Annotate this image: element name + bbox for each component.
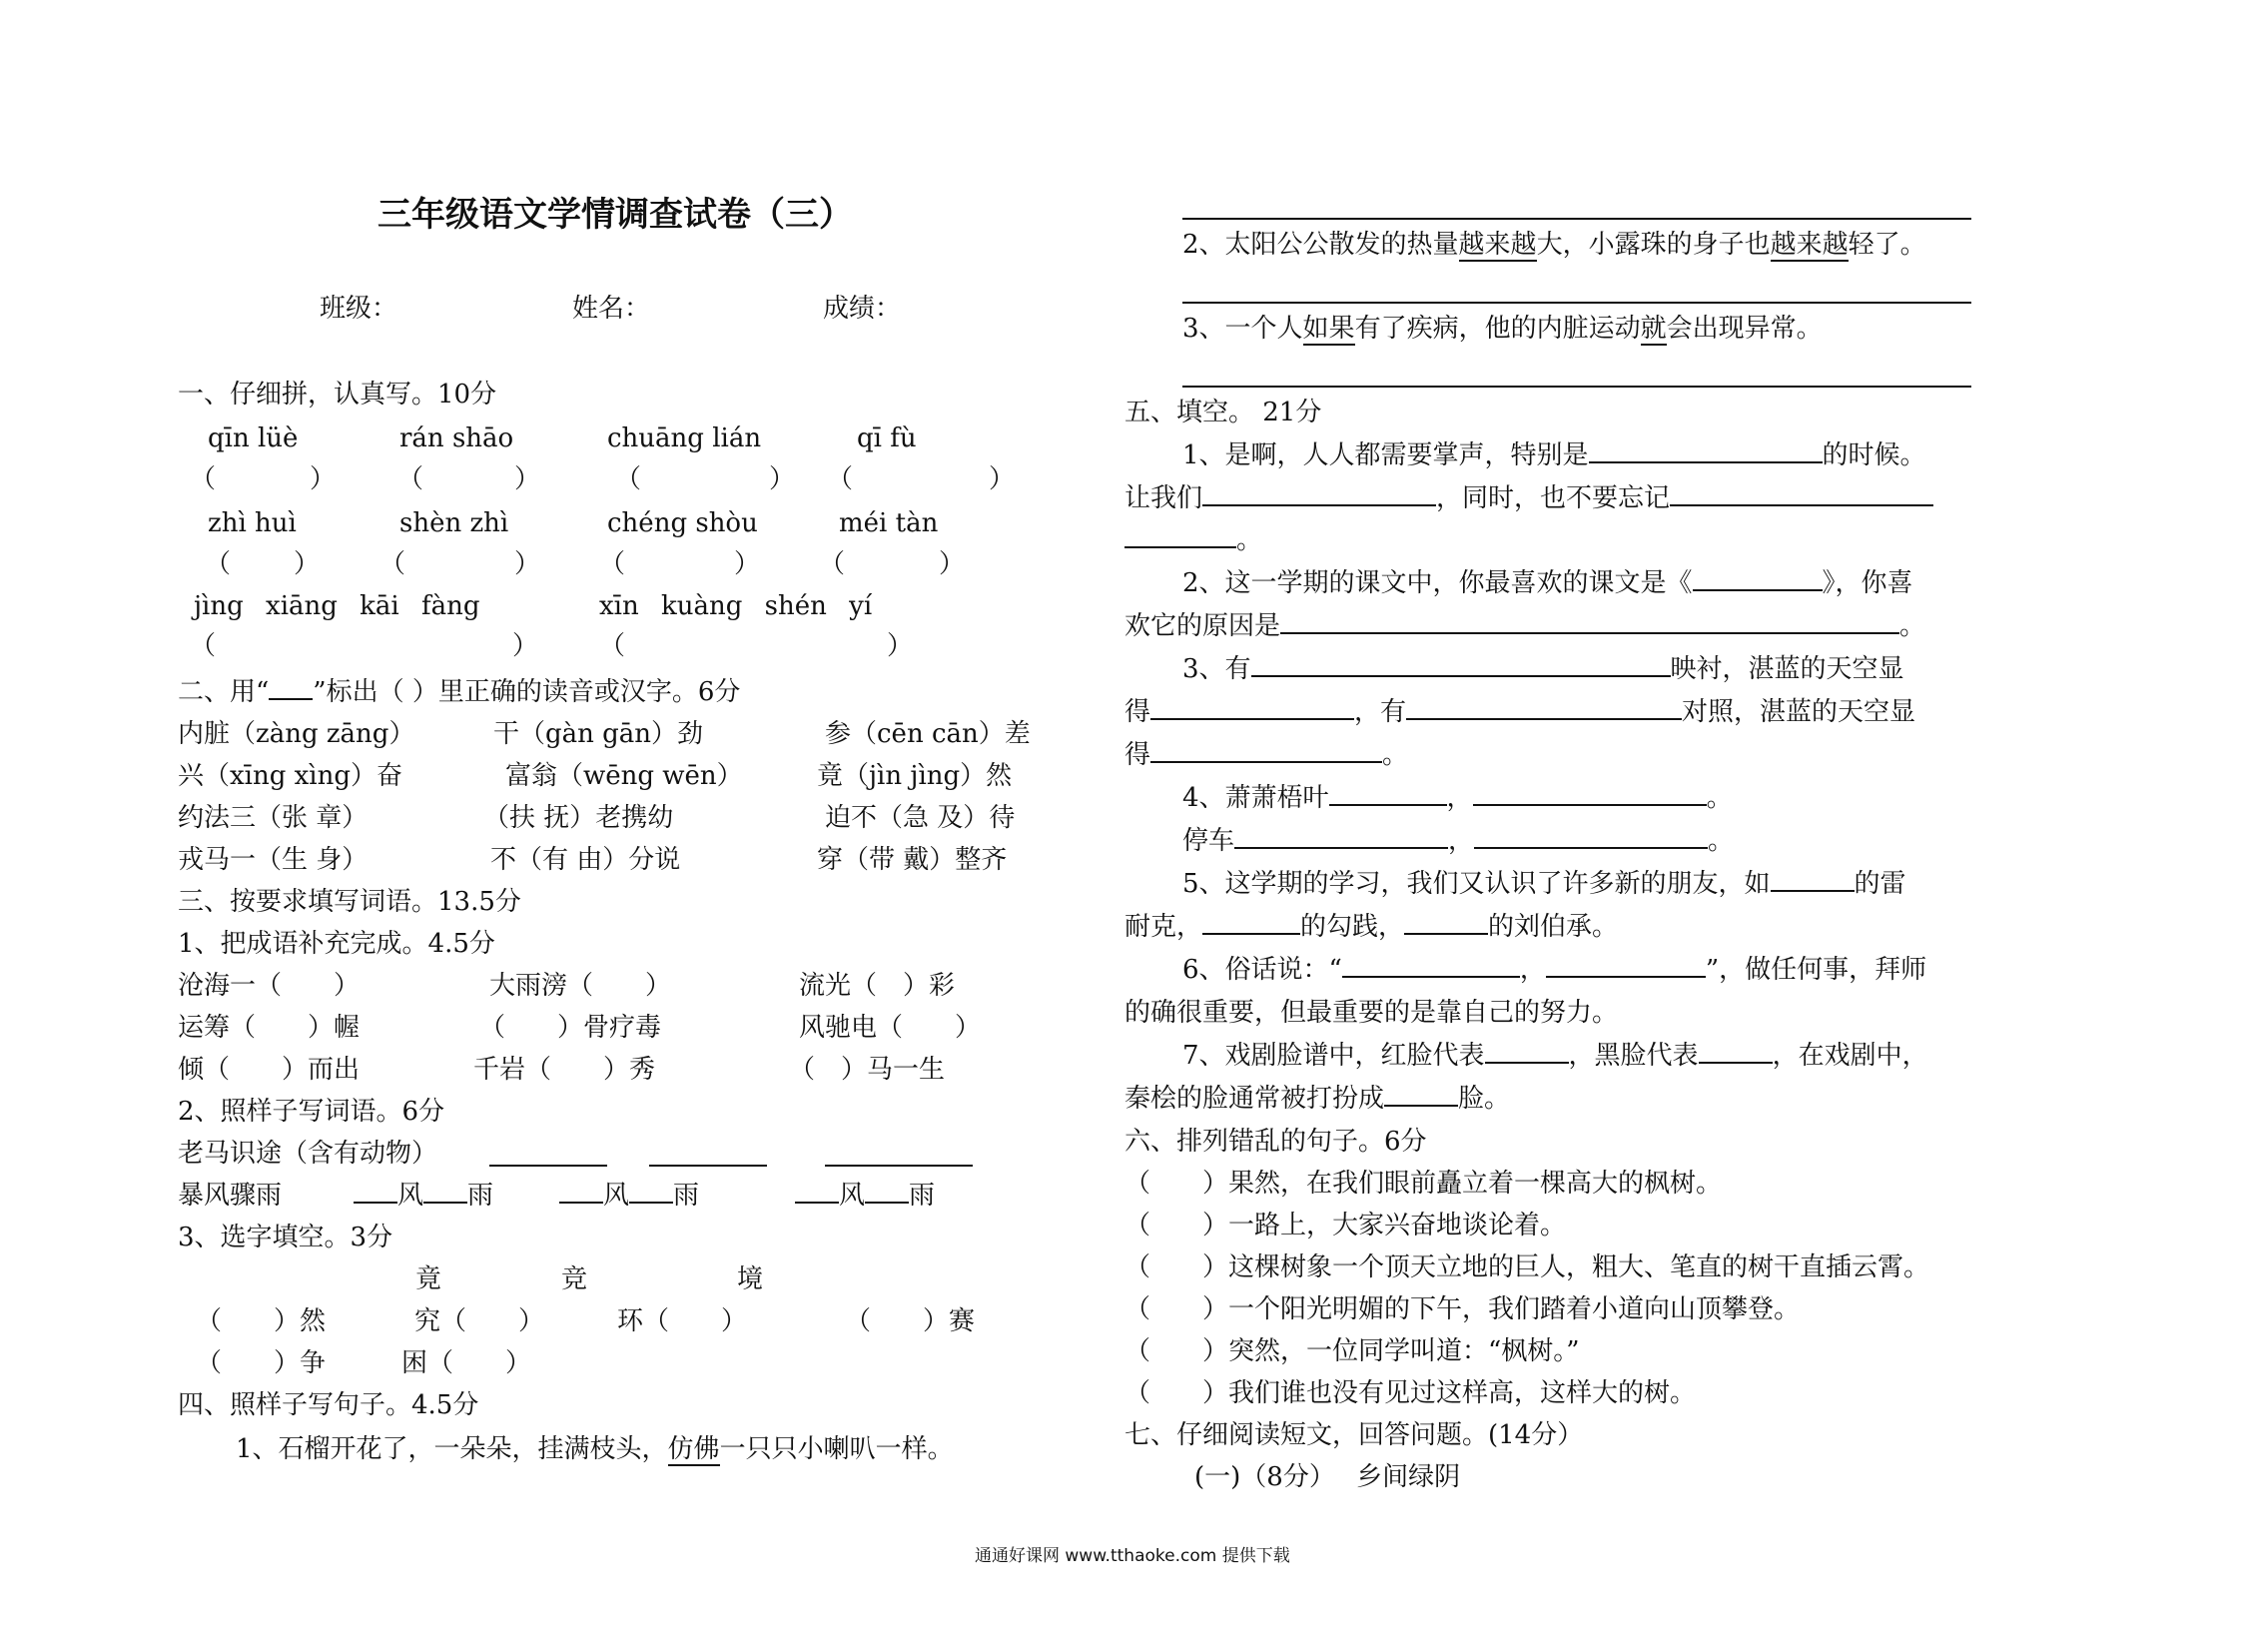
answer-paren: ） xyxy=(734,549,761,579)
idiom-item: 沧海一（ ） xyxy=(178,971,361,1001)
answer-paren: （ xyxy=(379,549,406,579)
pinyin: zhì huì xyxy=(208,508,297,538)
fill-question: 2、这一学期的课文中，你最喜欢的课文是《 》，你喜 xyxy=(1182,568,1913,598)
fill-item: （ ）然 xyxy=(196,1306,327,1336)
answer-paren: （ xyxy=(599,631,626,661)
answer-line xyxy=(489,1165,607,1167)
sentence-sample: 2、太阳公公散发的热量越来越大，小露珠的身子也越来越轻了。 xyxy=(1182,230,1926,260)
idiom-item: 运筹（ ）幄 xyxy=(178,1013,361,1043)
answer-paren: （ xyxy=(615,464,642,494)
sentence-sample: 3、一个人如果有了疾病，他的内脏运动就会出现异常。 xyxy=(1182,314,1823,344)
idiom-item: 流光（ ）彩 xyxy=(799,971,956,1001)
idiom-item: 风驰电（ ） xyxy=(799,1013,982,1043)
section-3-heading: 三、按要求填写词语。13.5分 xyxy=(178,887,521,917)
answer-line xyxy=(825,1165,973,1167)
choice-item: （扶 抚）老携幼 xyxy=(483,803,674,833)
fill-word: 风 雨 xyxy=(354,1183,493,1209)
pinyin: chuāng lián xyxy=(607,423,762,453)
reading-subtitle: (一)（8分） 乡间绿阴 xyxy=(1194,1462,1461,1492)
choice-item: 竟（jìn jìng）然 xyxy=(817,761,1013,791)
fill-question: 停车 ， 。 xyxy=(1182,826,1735,856)
answer-paren: ） xyxy=(887,631,914,661)
fill-item: （ ）赛 xyxy=(845,1306,976,1336)
choice-char: 境 xyxy=(737,1264,764,1294)
answer-line xyxy=(649,1165,767,1167)
list-item: （ ）我们谁也没有见过这样高，这样大的树。 xyxy=(1124,1378,1697,1408)
fill-question: 欢它的原因是 。 xyxy=(1124,611,1926,641)
answer-paren: （ xyxy=(599,549,626,579)
pinyin: shèn zhì xyxy=(399,508,509,538)
fill-question: 7、戏剧脸谱中，红脸代表 ，黑脸代表 ，在戏剧中， xyxy=(1182,1041,1928,1071)
list-item: （ ）一路上，大家兴奋地谈论着。 xyxy=(1124,1211,1567,1240)
idiom-item: （ ）马一生 xyxy=(789,1055,946,1085)
pinyin: jìng xiāng kāi fàng xyxy=(194,591,480,621)
list-item: （ ）果然，在我们眼前矗立着一棵高大的枫树。 xyxy=(1124,1169,1723,1199)
answer-paren: ） xyxy=(514,464,541,494)
choice-item: 约法三（张 章） xyxy=(178,803,369,833)
answer-paren: ） xyxy=(769,464,796,494)
fill-question: 秦桧的脸通常被打扮成 脸。 xyxy=(1124,1084,1511,1114)
list-item: （ ）一个阳光明媚的下午，我们踏着小道向山顶攀登。 xyxy=(1124,1294,1801,1324)
answer-paren: （ xyxy=(190,631,217,661)
choice-item: 内脏（zàng zāng） xyxy=(178,719,415,749)
choice-char: 竟 xyxy=(415,1264,442,1294)
sample-word: 老马识途（含有动物） xyxy=(178,1139,438,1169)
list-item: （ ）突然，一位同学叫道：“枫树。” xyxy=(1124,1336,1580,1366)
idiom-item: 倾（ ）而出 xyxy=(178,1055,361,1085)
answer-line xyxy=(1182,302,1971,304)
answer-paren: （ xyxy=(397,464,424,494)
pinyin: chéng shòu xyxy=(607,508,758,538)
answer-paren: ） xyxy=(989,464,1016,494)
fill-question: 1、是啊，人人都需要掌声，特别是 的时候。 xyxy=(1182,440,1926,470)
choice-item: 干（gàn gān）劲 xyxy=(493,719,704,749)
list-item: （ ）这棵树象一个顶天立地的巨人，粗大、笔直的树干直插云霄。 xyxy=(1124,1252,1930,1282)
answer-paren: （ xyxy=(819,549,846,579)
section-1-heading: 一、仔细拼，认真写。10分 xyxy=(178,380,497,410)
pinyin: méi tàn xyxy=(839,508,939,538)
fill-question: 的确很重要，但最重要的是靠自己的努力。 xyxy=(1124,998,1619,1028)
idiom-item: 千岩（ ）秀 xyxy=(473,1055,656,1085)
section-5-heading: 五、填空。 21分 xyxy=(1124,398,1322,427)
pinyin: qī fù xyxy=(857,423,917,453)
pinyin: rán shāo xyxy=(399,423,514,453)
answer-paren: （ xyxy=(827,464,854,494)
fill-question: 得 ，有 对照，湛蓝的天空显 xyxy=(1124,697,1916,727)
fill-question: 得 。 xyxy=(1124,740,1409,770)
pinyin: xīn kuàng shén yí xyxy=(599,591,873,621)
answer-paren: ） xyxy=(294,549,321,579)
answer-paren: ） xyxy=(512,631,539,661)
fill-question: 。 xyxy=(1124,527,1262,553)
fill-question: 4、萧萧梧叶 ， 。 xyxy=(1182,783,1733,813)
section-2-heading: 二、用“ ”标出（ ）里正确的读音或汉字。6分 xyxy=(178,677,741,707)
fill-question: 6、俗话说：“ ， ”，做任何事，拜师 xyxy=(1182,955,1927,985)
fill-question: 让我们 ，同时，也不要忘记 xyxy=(1124,485,1933,511)
choice-item: 迫不（急 及）待 xyxy=(825,803,1016,833)
idiom-item: 大雨滂（ ） xyxy=(489,971,672,1001)
sample-word: 暴风骤雨 xyxy=(178,1181,283,1211)
pinyin: qīn lüè xyxy=(208,423,299,453)
fill-question: 耐克， 的勾践， 的刘伯承。 xyxy=(1124,912,1619,942)
section-4-heading: 四、照样子写句子。4.5分 xyxy=(178,1390,479,1420)
answer-paren: ） xyxy=(310,464,337,494)
choice-item: 兴（xīng xìng）奋 xyxy=(178,761,402,791)
choice-item: 穿（带 戴）整齐 xyxy=(817,845,1008,875)
choice-char: 竞 xyxy=(561,1264,588,1294)
fill-question: 5、这学期的学习，我们又认识了许多新的朋友，如 的雷 xyxy=(1182,869,1906,899)
page-title: 三年级语文学情调查试卷（三） xyxy=(377,195,853,235)
answer-paren: （ xyxy=(205,549,232,579)
choice-item: 不（有 由）分说 xyxy=(490,845,681,875)
choice-item: 戎马一（生 身） xyxy=(178,845,369,875)
choice-item: 富翁（wēng wēn） xyxy=(505,761,743,791)
fill-question: 3、有 映衬，湛蓝的天空显 xyxy=(1182,654,1904,684)
score-field-label: 成绩： xyxy=(823,294,902,324)
choice-item: 参（cēn cān）差 xyxy=(825,719,1031,749)
sub-heading: 3、选字填空。3分 xyxy=(178,1223,393,1252)
fill-word: 风 雨 xyxy=(559,1183,699,1209)
underline-sample xyxy=(269,697,313,700)
section-6-heading: 六、排列错乱的句子。6分 xyxy=(1124,1127,1427,1157)
answer-line xyxy=(1182,218,1971,220)
section-7-heading: 七、仔细阅读短文，回答问题。(14分） xyxy=(1124,1420,1584,1450)
answer-paren: （ xyxy=(190,464,217,494)
footer-text: 通通好课网 www.tthaoke.com 提供下载 xyxy=(975,1546,1290,1566)
class-field-label: 班级： xyxy=(320,294,398,324)
fill-item: 环（ ） xyxy=(617,1306,748,1336)
fill-word: 风 雨 xyxy=(795,1183,935,1209)
fill-item: （ ）争 xyxy=(196,1348,327,1378)
idiom-item: （ ）骨疗毒 xyxy=(479,1013,662,1043)
sub-heading: 1、把成语补充完成。4.5分 xyxy=(178,929,495,959)
answer-paren: ） xyxy=(514,549,541,579)
fill-item: 困（ ） xyxy=(401,1348,532,1378)
name-field-label: 姓名： xyxy=(572,294,651,324)
sub-heading: 2、照样子写词语。6分 xyxy=(178,1097,445,1127)
answer-paren: ） xyxy=(939,549,966,579)
sentence-sample: 1、石榴开花了，一朵朵，挂满枝头，仿佛一只只小喇叭一样。 xyxy=(236,1434,954,1464)
answer-line xyxy=(1182,386,1971,388)
fill-item: 究（ ） xyxy=(414,1306,545,1336)
